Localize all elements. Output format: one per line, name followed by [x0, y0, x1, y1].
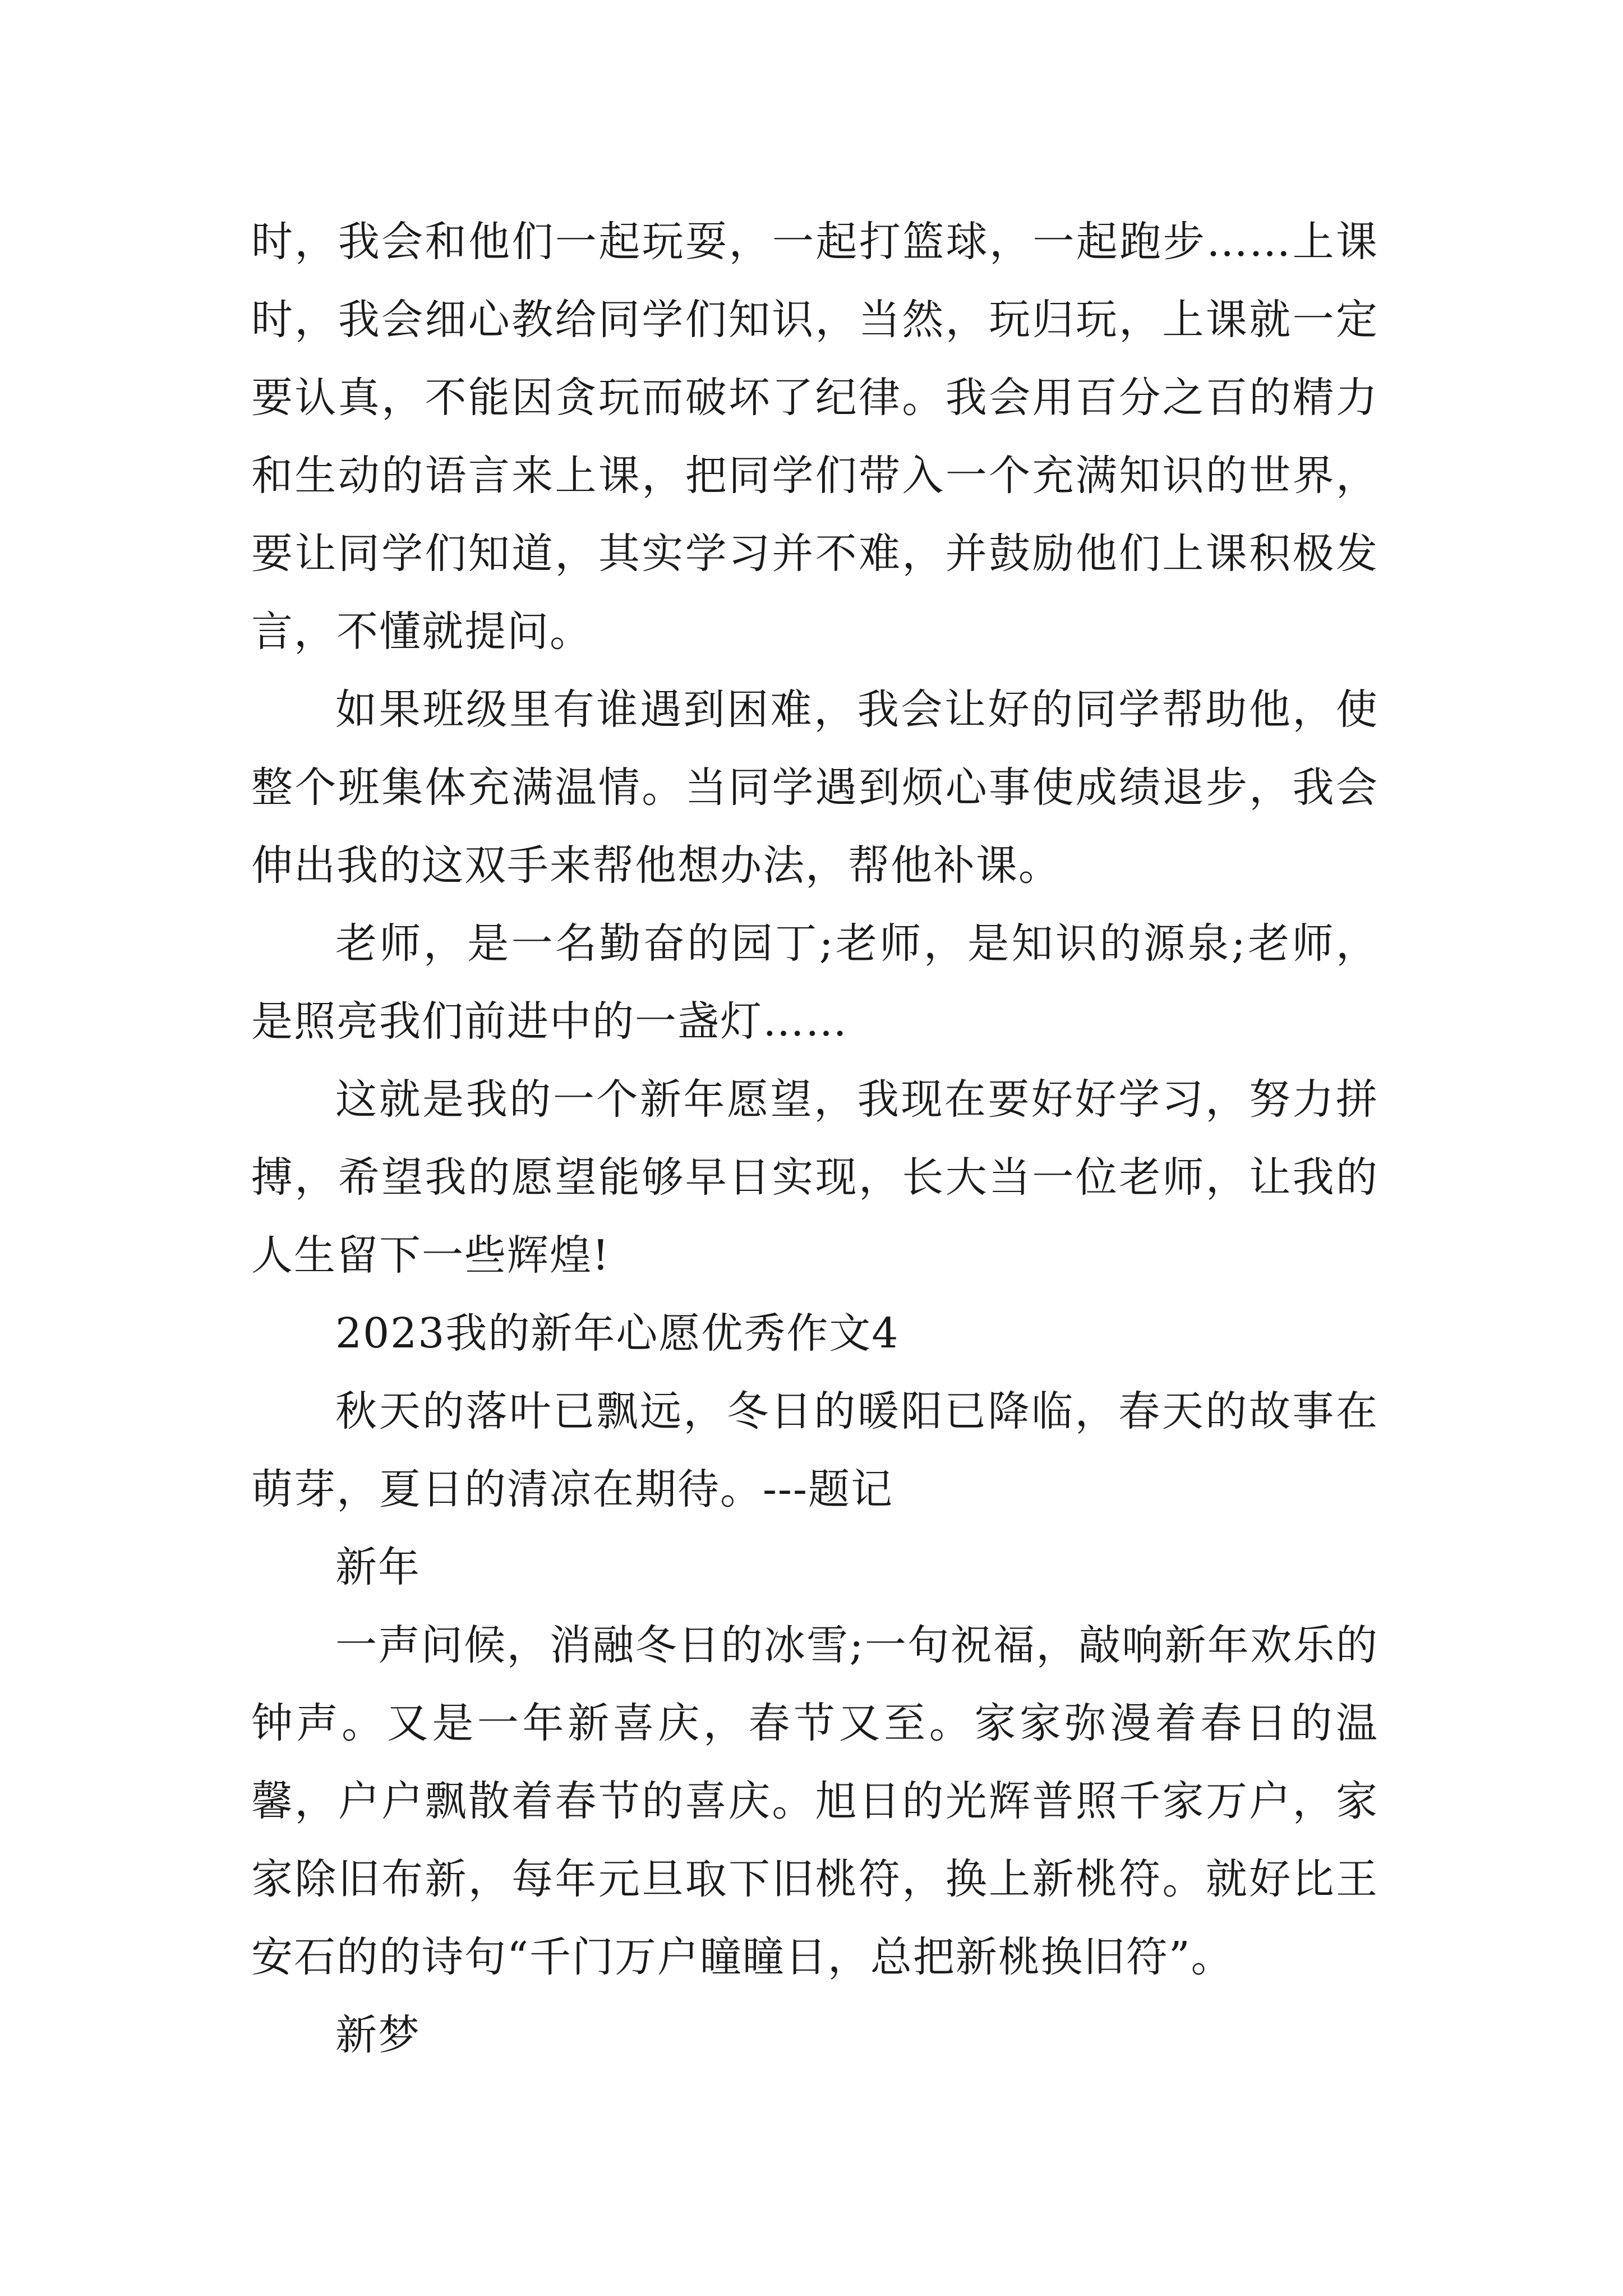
document-body [251, 203, 1378, 2074]
section-heading-new-year: 新年 [335, 1543, 421, 1591]
paragraph-helping-classmates: 如果班级里有谁遇到困难，我会让好的同学帮助他，使整个班集体充满温情。当同学遇到烦心事使成绩退步，我会伸出我的这双手来帮他想办法，帮他补课。 [251, 685, 1378, 890]
essay-title-4: 2023我的新年心愿优秀作文4 [335, 1309, 900, 1358]
paragraph-teacher-metaphor: 老师，是一名勤奋的园丁;老师，是知识的源泉;老师，是照亮我们前进中的一盏灯…… [251, 919, 1378, 1046]
paragraph-spring-festival: 一声问候，消融冬日的冰雪;一句祝福，敲响新年欢乐的钟声。又是一年新喜庆，春节又至。家家弥漫着春日的温馨，户户飘散着春节的喜庆。旭日的光辉普照千家万户，家家除旧布新，每年元旦取下旧桃符，换上新桃符。就好比王安石的的诗句“千门万户瞳瞳日，总把新桃换旧符”。 [251, 1621, 1378, 1981]
paragraph-continued-teacher-dream: 时，我会和他们一起玩耍，一起打篮球，一起跑步……上课时，我会细心教给同学们知识，当然，玩归玩，上课就一定要认真，不能因贪玩而破坏了纪律。我会用百分之百的精力和生动的语言来上课，把同学们带入一个充满知识的世界，要让同学们知道，其实学习并不难，并鼓励他们上课积极发言，不懂就提问。 [251, 218, 1378, 656]
section-heading-new-dream: 新梦 [335, 2011, 421, 2059]
paragraph-new-year-wish: 这就是我的一个新年愿望，我现在要好好学习，努力拼搏，希望我的愿望能够早日实现，长大当一位老师，让我的人生留下一些辉煌! [251, 1075, 1378, 1280]
paragraph-epigraph: 秋天的落叶已飘远，冬日的暖阳已降临，春天的故事在萌芽，夏日的清凉在期待。---题记 [251, 1387, 1378, 1513]
